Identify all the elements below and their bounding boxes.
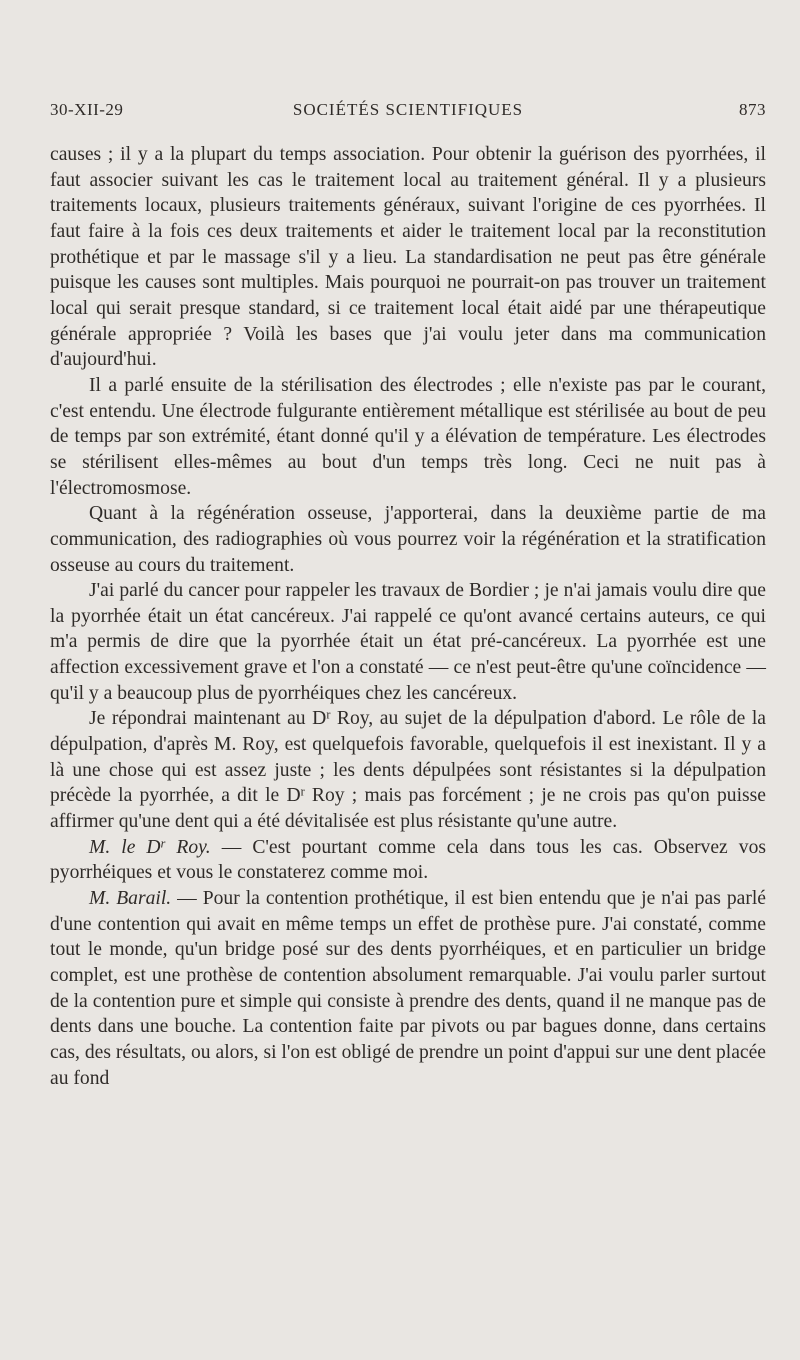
superscript: r [326, 707, 331, 722]
paragraph-1: causes ; il y a la plupart du temps association. Pour obtenir la guérison des pyorrhées, il faut associer suivant les cas le traitement local au traitement général. Il y a plusieurs traitements locaux, plusieurs traitements généraux, suivant l'origine de ces pyorrhées. Il faut faire à la fois ces deux traitements et aider le traitement local par la reconstitution prothétique et par le massage s'il y a lieu. La standardisation ne peut pas être générale puisque les causes sont multiples. Mais pourquoi ne pourrait-on pas trouver un traitement local qui serait presque standard, si ce traitement local était aidé par une thérapeutique générale appropriée ? Voilà les bases que j'ai voulu jeter dans ma communication d'aujourd'hui. [50, 144, 766, 371]
running-header [50, 100, 766, 128]
paragraph-5-part-b: Roy, au sujet de la dépulpation d'abord. Le rôle de la dépulpation, d'après M. Roy, est quelquefois favorable, quelquefois il est inexistant. Il y a là une chose qui est assez juste ; les dents dépulpées sont résistantes si la dépulpation précède la pyorrhée, a dit le D [50, 708, 766, 807]
paragraph-4: J'ai parlé du cancer pour rappeler les travaux de Bordier ; je n'ai jamais voulu dire que la pyorrhée était un état cancéreux. J'ai rappelé ce qu'ont avancé certains auteurs, ce qui m'a permis de dire que la pyorrhée était un état pré-cancéreux. La pyorrhée est une affection excessivement grave et l'on a constaté — ce n'est peut-être qu'une coïncidence — qu'il y a beaucoup plus de pyorrhéiques chez les cancéreux. [50, 580, 766, 704]
paragraph-7-text: — Pour la contention prothétique, il est bien entendu que je n'ai pas parlé d'une contention qui avait en même temps un effet de prothèse pure. J'ai constaté, comme tout le monde, qu'un bridge posé sur des dents pyorrhéiques, et en particulier un bridge complet, est une prothèse de contention absolument remarquable. J'ai voulu parler surtout de la contention pure et simple qui consiste à prendre des dents, quand il ne manque pas de dents dans une bouche. La contention faite par pivots ou par bagues donne, dans certains cas, des résultats, ou alors, si l'on est obligé de prendre un point d'appui sur une dent placée au fond [50, 888, 766, 1089]
paragraph-6-text: — C'est pourtant comme cela dans tous les cas. Observez vos pyorrhéiques et vous le constaterez comme moi. [50, 836, 766, 884]
speaker-name-part: Roy. [165, 836, 211, 858]
speaker-name: M. Barail. [89, 888, 172, 910]
paragraph-2: Il a parlé ensuite de la stérilisation des électrodes ; elle n'existe pas par le courant, c'est entendu. Une électrode fulgurante entièrement métallique est stérilisée au bout de peu de temps par son extrémité, étant donné qu'il y a élévation de température. Les électrodes se stérilisent elles-mêmes au bout d'un temps très long. Ceci ne nuit pas à l'électromosmose. [50, 374, 766, 499]
body-text [50, 142, 766, 1091]
paragraph-6 [50, 835, 766, 886]
paragraph-5-part-c: Roy ; mais pas forcément ; je ne crois pas qu'on puisse affirmer qu'une dent qui a été dévitalisée est plus résistante qu'une autre. [50, 785, 766, 833]
header-page-number: 873 [739, 100, 766, 119]
header-date: 30-XII-29 [50, 100, 124, 119]
paragraph-7 [50, 886, 766, 1091]
superscript: r [160, 836, 166, 851]
superscript: r [300, 784, 305, 799]
speaker-name [89, 837, 211, 858]
paragraph-5 [50, 706, 766, 834]
header-section-title: SOCIÉTÉS SCIENTIFIQUES [292, 100, 524, 119]
speaker-name-part: M. le D [89, 836, 161, 858]
paragraph-5-part-a: Je répondrai maintenant au D [89, 708, 327, 730]
paragraph-3: Quant à la régénération osseuse, j'apporterai, dans la deuxième partie de ma communication, des radiographies où vous pourrez voir la régénération et la stratification osseuse au cours du traitement. [50, 503, 766, 576]
